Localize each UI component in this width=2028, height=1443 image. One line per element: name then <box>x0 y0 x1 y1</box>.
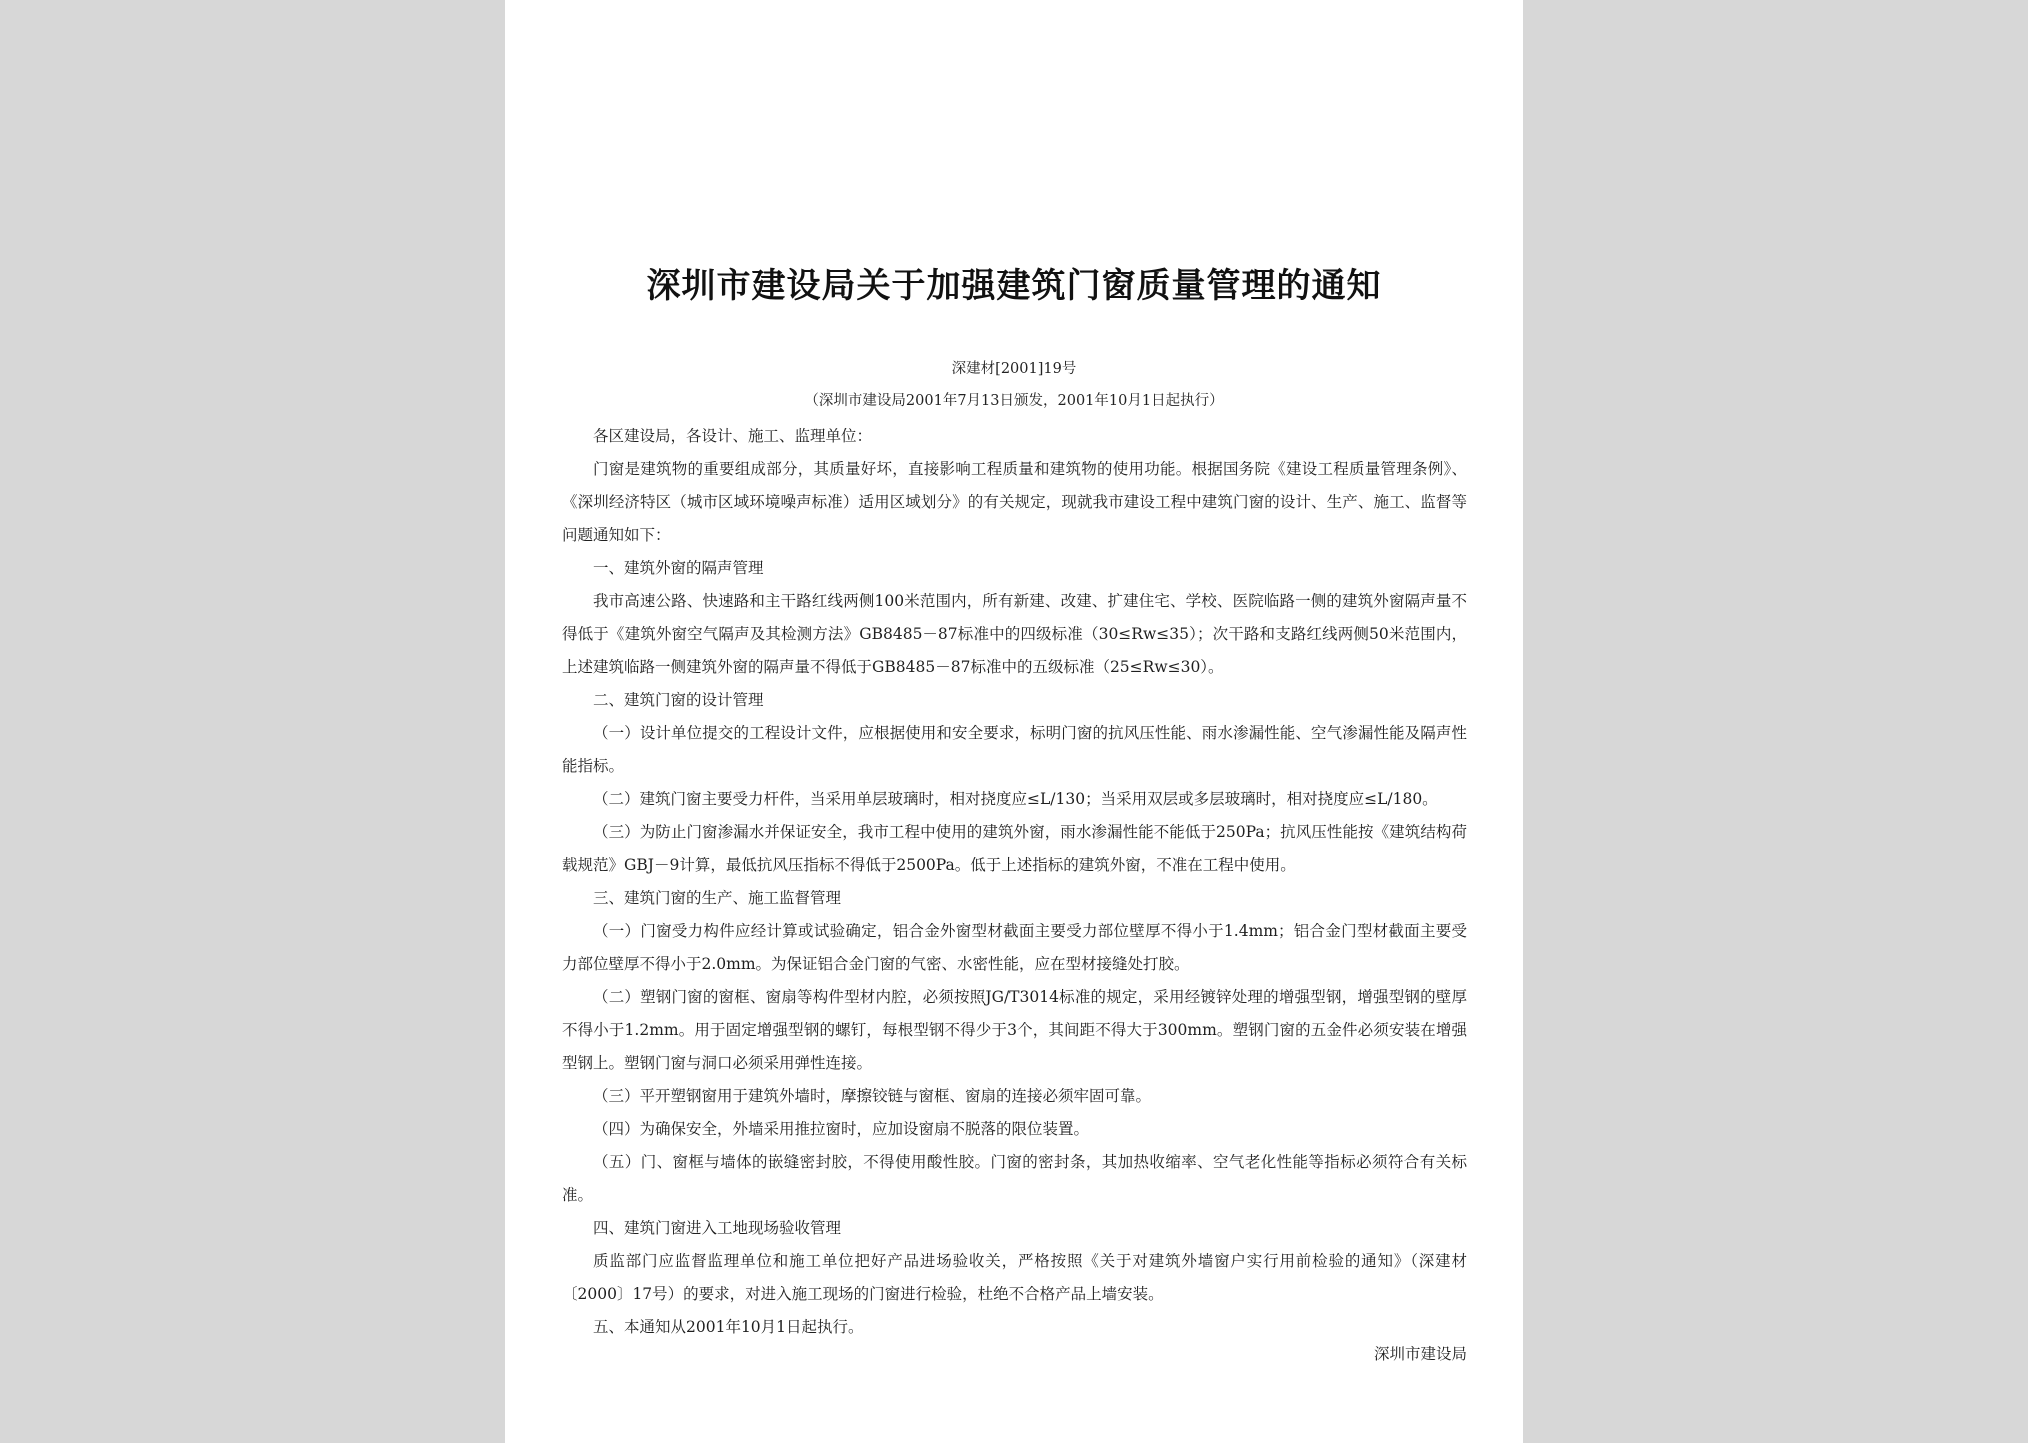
document-page <box>505 0 1523 1443</box>
salutation: 各区建设局，各设计、施工、监理单位： <box>593 427 873 445</box>
document-title: 深圳市建设局关于加强建筑门窗质量管理的通知 <box>646 266 1382 306</box>
section-heading: 五、本通知从2001年10月1日起执行。 <box>593 1318 864 1336</box>
issuer-signature: 深圳市建设局 <box>1373 1345 1467 1363</box>
body-paragraph: 质监部门应监督监理单位和施工单位把好产品进场验收关，严格按照《关于对建筑外墙窗户实行用前检验的通知》（深建材〔2000〕17号）的要求，对进入施工现场的门窗进行检验，杜绝不合格产品上墙安装。 <box>562 1252 1467 1303</box>
body-paragraph: （五）门、窗框与墙体的嵌缝密封胶，不得使用酸性胶。门窗的密封条，其加热收缩率、空气老化性能等指标必须符合有关标准。 <box>562 1153 1467 1204</box>
body-paragraph: （四）为确保安全，外墙采用推拉窗时，应加设窗扇不脱落的限位装置。 <box>593 1120 1090 1138</box>
document-number: 深建材[2001]19号 <box>951 361 1077 377</box>
body-paragraph: （三）平开塑钢窗用于建筑外墙时，摩擦铰链与窗框、窗扇的连接必须牢固可靠。 <box>593 1087 1152 1105</box>
issue-note: （深圳市建设局2001年7月13日颁发，2001年10月1日起执行） <box>804 393 1224 409</box>
intro-paragraph: 门窗是建筑物的重要组成部分，其质量好坏，直接影响工程质量和建筑物的使用功能。根据国务院《建设工程质量管理条例》、《深圳经济特区（城市区域环境噪声标准）适用区域划分》的有关规定，现就我市建设工程中建筑门窗的设计、生产、施工、监督等问题通知如下： <box>562 460 1467 544</box>
body-paragraph: （一）设计单位提交的工程设计文件，应根据使用和安全要求，标明门窗的抗风压性能、雨水渗漏性能、空气渗漏性能及隔声性能指标。 <box>562 724 1467 775</box>
section-heading: 三、建筑门窗的生产、施工监督管理 <box>593 889 842 907</box>
body-paragraph: （三）为防止门窗渗漏水并保证安全，我市工程中使用的建筑外窗，雨水渗漏性能不能低于250Pa；抗风压性能按《建筑结构荷载规范》GBJ－9计算，最低抗风压指标不得低于2500Pa。低于上述指标的建筑外窗，不准在工程中使用。 <box>562 823 1467 874</box>
section-heading: 二、建筑门窗的设计管理 <box>593 691 764 709</box>
section-heading: 四、建筑门窗进入工地现场验收管理 <box>593 1219 842 1237</box>
body-paragraph: （一）门窗受力构件应经计算或试验确定，铝合金外窗型材截面主要受力部位壁厚不得小于1.4mm；铝合金门型材截面主要受力部位壁厚不得小于2.0mm。为保证铝合金门窗的气密、水密性能，应在型材接缝处打胶。 <box>562 922 1467 973</box>
section-heading: 一、建筑外窗的隔声管理 <box>593 559 764 577</box>
body-paragraph: （二）塑钢门窗的窗框、窗扇等构件型材内腔，必须按照JG/T3014标准的规定，采用经镀锌处理的增强型钢，增强型钢的壁厚不得小于1.2mm。用于固定增强型钢的螺钉，每根型钢不得少于3个，其间距不得大于300mm。塑钢门窗的五金件必须安装在增强型钢上。塑钢门窗与洞口必须采用弹性连接。 <box>562 988 1467 1072</box>
body-paragraph: （二）建筑门窗主要受力杆件，当采用单层玻璃时，相对挠度应≤L/130；当采用双层或多层玻璃时，相对挠度应≤L/180。 <box>593 790 1438 808</box>
document-body <box>562 420 1467 1344</box>
body-paragraph: 我市高速公路、快速路和主干路红线两侧100米范围内，所有新建、改建、扩建住宅、学校、医院临路一侧的建筑外窗隔声量不得低于《建筑外窗空气隔声及其检测方法》GB8485－87标准中的四级标准（30≤Rw≤35）；次干路和支路红线两侧50米范围内，上述建筑临路一侧建筑外窗的隔声量不得低于GB8485－87标准中的五级标准（25≤Rw≤30）。 <box>562 592 1467 676</box>
